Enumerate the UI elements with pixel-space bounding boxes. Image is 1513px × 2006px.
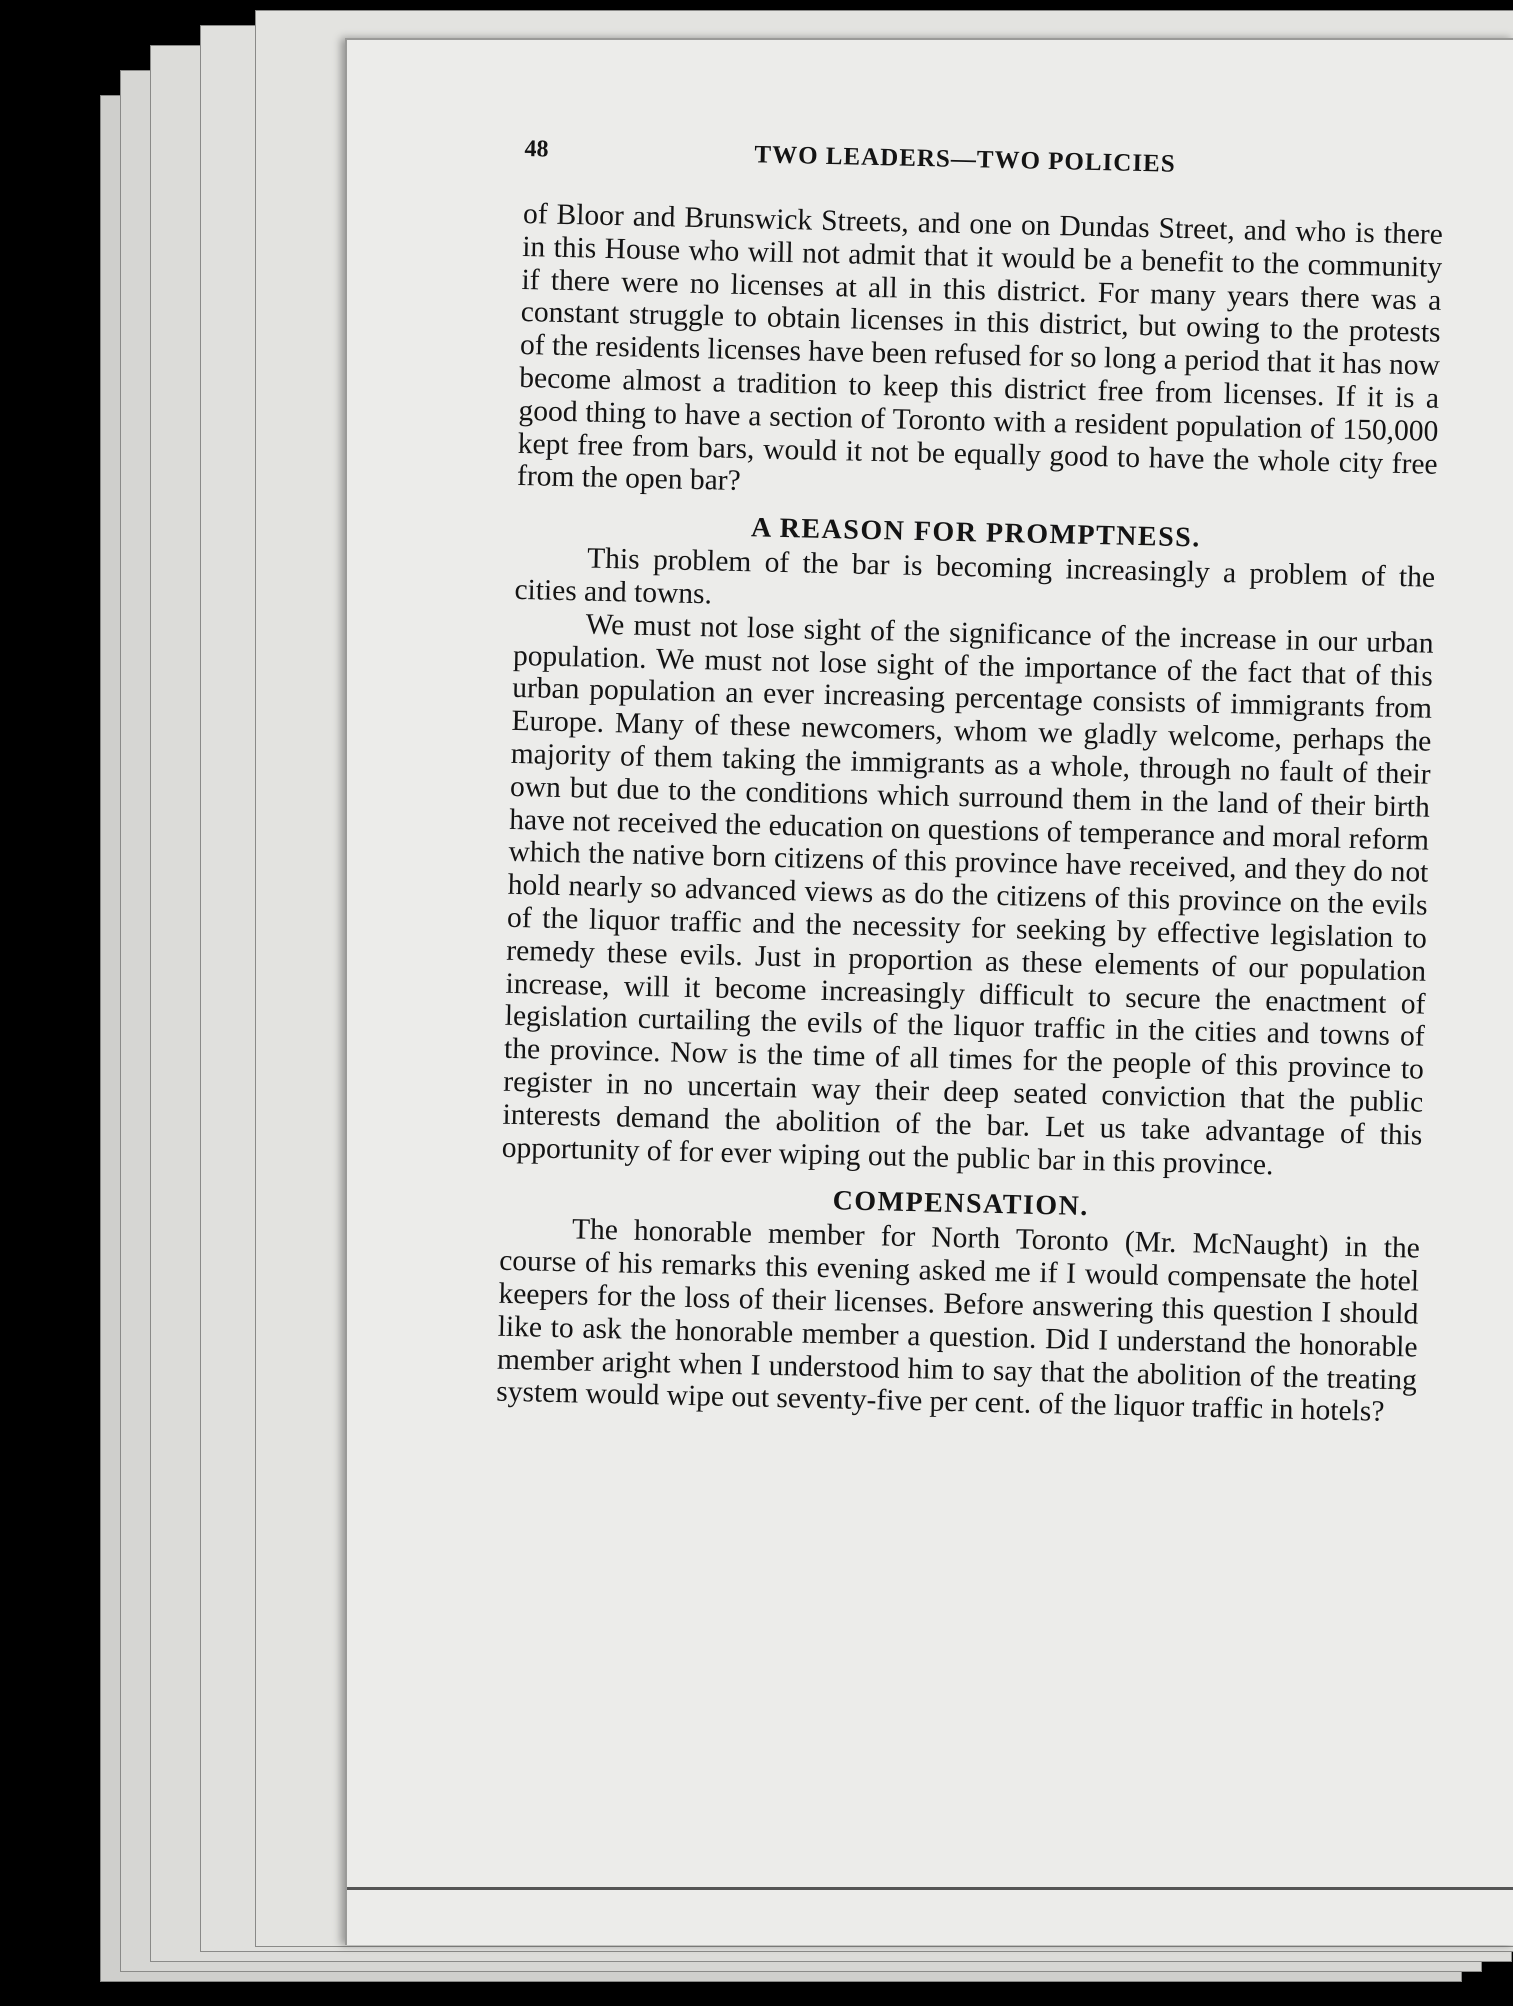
paragraph: The honorable member for North Toronto (Mr. McNaught) in the course of his remarks this evening asked me if I would compensate the hotel keepers for the loss of their licenses. Before answering this question I should like to ask the honorable member a question. Did I understand the honorable member aright when I understood him to say that the abolition of the treating system would wipe out seventy-five per cent. of the liquor traffic in hotels?: [495, 1213, 1421, 1429]
paragraph: This problem of the bar is becoming increasingly a problem of the cities and towns.: [514, 542, 1436, 611]
page-number: 48: [524, 135, 549, 163]
page-content: [496, 128, 1445, 1430]
paragraph: We must not lose sight of the significance of the increase in our urban population. We must not lose sight of the importance of the fact that of this urban population an ever increasing percentage consists of immigrants from Europe. Many of these newcomers, whom we gladly welcome, perhaps the majority of them taking the immigrants as a whole, through no fault of their own but due to the conditions which surround them in the land of their birth have not received the education on questions of temperance and moral reform which the native born citizens of this province have received, and they do not hold nearly so advanced views as do the citizens of this province on the evils of the liquor traffic and the necessity for seeking by effective legislation to remedy these evils. Just in proportion as these elements of our population increase, will it become increasingly difficult to secure the enactment of legislation curtailing the evils of the liquor traffic in the cities and towns of the province. Now is the time of all times for the people of this province to register in no uncertain way their deep seated conviction that the public interests demand the abolition of the bar. Let us take advantage of this opportunity of for ever wiping out the public bar in this province.: [501, 608, 1434, 1181]
running-title: TWO LEADERS—TWO POLICIES: [754, 141, 1176, 178]
continued-paragraph: of Bloor and Brunswick Streets, and one on Dundas Street, and who is there in this House who will not admit that it would be a benefit to the community if there were no licenses at all in this district. For many years there was a constant struggle to obtain licenses in this district, but owing to the protests of the residents licenses have been refused for so long a period that it has now become almost a tradition to keep this district free from licenses. If it is a good thing to have a section of Toronto with a resident population of 150,000 kept free from bars, would it not be equally good to have the whole city free from the open bar?: [516, 197, 1444, 498]
section-heading-compensation: COMPENSATION.: [832, 1185, 1090, 1223]
section-heading-reason: A REASON FOR PROMPTNESS.: [750, 512, 1202, 554]
page-edge: [347, 1887, 1513, 1890]
